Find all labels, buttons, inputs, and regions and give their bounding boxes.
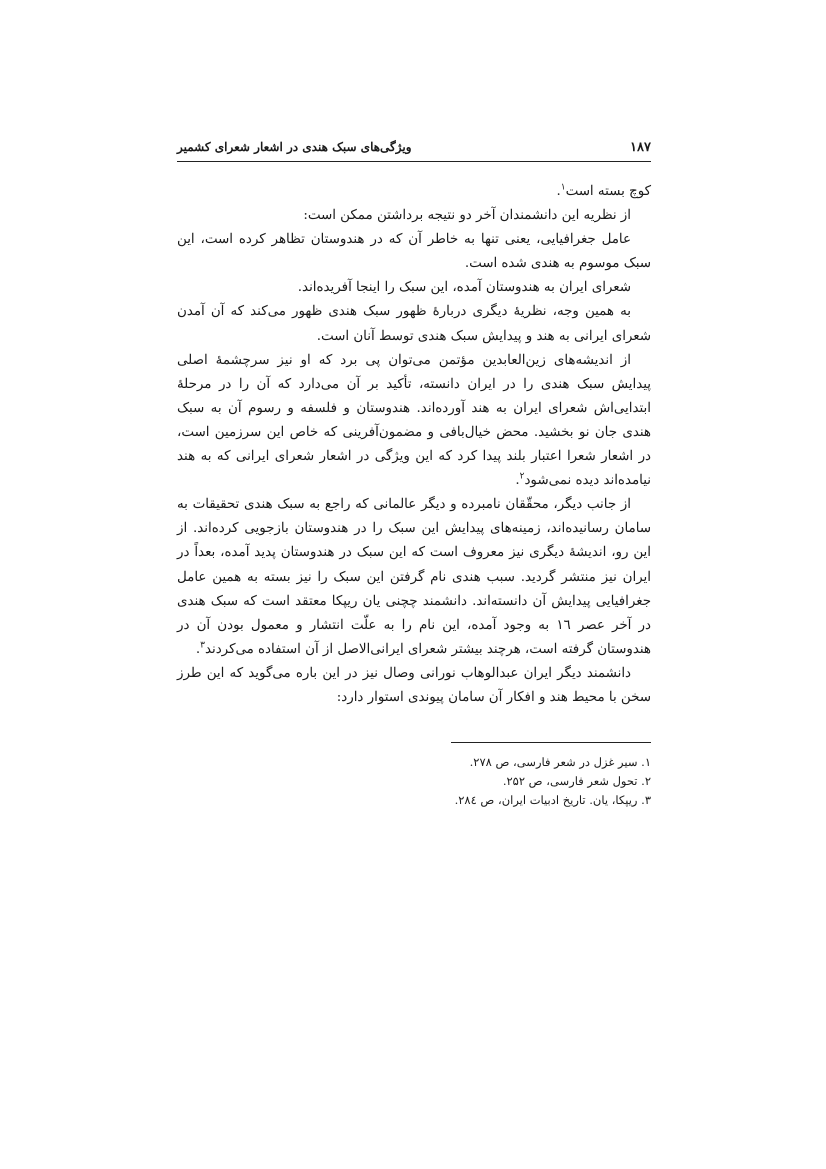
paragraph: شعرای ایران به هندوستان آمده، این سبک را اینجا آفریده‌اند. xyxy=(297,280,631,296)
footnote-item: ۳. ریپکا، یان. تاریخ ادبیات ایران، ص ۲۸٤. xyxy=(454,793,651,808)
body-text xyxy=(177,180,651,710)
footnote-item: ۲. تحول شعر فارسی، ص ۲۵۲. xyxy=(502,774,651,789)
paragraph: دانشمند دیگر ایران عبدالوهاب نورانی وصال نیز در این باره می‌گوید که این طرز سخن با محیط هند و افکار آن سامان پیوندی استوار دارد: xyxy=(177,665,651,705)
footnote-marker: ۲ xyxy=(519,471,525,482)
footnote-marker: ۳ xyxy=(200,640,205,651)
page-number: ۱۸۷ xyxy=(630,140,651,155)
paragraph: از اندیشه‌های زین‌العابدین مؤتمن می‌توان پی برد که او نیز سرچشمهٔ اصلی پیدایش سبک هندی را در ایران دانسته، تأکید بر آن می‌دارد که آن را در مرحلهٔ ابتدایی‌اش شعرای ایران به هند آورده‌اند. هندوستان و فلسفه و رسوم آن به سبک هندی جان نو بخشید. محض خیال‌بافی و مضمون‌آفرینی که خاص این سرزمین است، در اشعار شعرا اعتبار بلند پیدا کرد که این ویژگی در اشعار شعرای ایرانی که به هند نیامده‌اند دیده نمی‌شود$^۲$. xyxy=(177,352,651,489)
paragraph: به همین وجه، نظریهٔ دیگری دربارهٔ ظهور سبک هندی ظهور می‌کند که آن آمدن شعرای ایرانی به هند و پیدایش سبک هندی توسط آنان است. xyxy=(177,304,651,344)
paragraph: کوچ بسته است$^۱$. xyxy=(556,182,651,199)
footnotes xyxy=(177,753,651,810)
footnote-marker: ۱ xyxy=(560,182,566,193)
footnote-divider xyxy=(451,742,651,743)
footnote-item: ۱. سیر غزل در شعر فارسی، ص ۲۷۸. xyxy=(469,755,651,770)
paragraph: از جانب دیگر، محقّقان نامبرده و دیگر عالمانی که راجع به سبک هندی تحقیقات به سامان رسانیده‌اند، زمینه‌های پیدایش این سبک را در هندوستان بازجویی کرده‌اند. از این رو، اندیشهٔ دیگری نیز معروف است که این سبک در هندوستان پدید آمده، بعداً در ایران نیز منتشر گردید. سبب هندی نام گرفتن این سبک را نیز بسته به همین عامل جغرافیایی پیدایش آن دانسته‌اند. دانشمند چچنی یان ریپکا معتقد است که سبک هندی در آخر عصر ۱٦ به وجود آمده، این نام را به علّت انتشار و معمول بودن آن در هندوستان گرفته است، هرچند بیشتر شعرای ایرانی‌الاصل از آن استفاده می‌کردند$^۳$. xyxy=(177,497,651,657)
paragraph: از نظریه این دانشمندان آخر دو نتیجه برداشتن ممکن است: xyxy=(303,208,631,224)
book-page xyxy=(177,140,651,810)
paragraph: عامل جغرافیایی، یعنی تنها به خاطر آن که در هندوستان تظاهر کرده است، این سبک موسوم به هندی شده است. xyxy=(177,232,651,272)
running-header xyxy=(177,140,651,162)
running-title: ویژگی‌های سبک هندی در اشعار شعرای کشمیر xyxy=(177,140,412,154)
